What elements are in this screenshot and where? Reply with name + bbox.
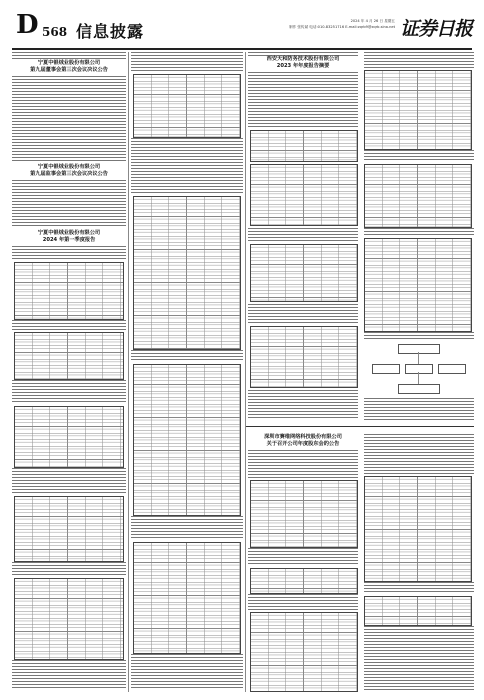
financial-table-1 [14, 262, 124, 320]
financial-table-3 [14, 406, 124, 468]
financial-table-2 [14, 332, 124, 380]
annual-table-5 [364, 70, 472, 150]
annual-table-7 [364, 238, 472, 332]
ownership-diagram [368, 344, 468, 394]
notice1-body [12, 76, 126, 162]
meeting-notice-title: 深圳市赛维网络科技股份有限公司 关于召开公司年度股东会的公告 [248, 434, 358, 448]
column-3-upper [248, 52, 474, 422]
annual-table-2 [250, 164, 358, 226]
column-1 [12, 52, 126, 692]
meeting-table-5 [364, 596, 472, 626]
meeting-table-4 [364, 476, 472, 582]
brand-logo: 证券日报 [400, 18, 473, 40]
financial-table-7 [133, 196, 241, 350]
notice2-title: 宁夏中银绒业股份有限公司 第九届监事会第三次会议决议公告 [12, 164, 126, 178]
annual-report-title: 西安天和防务技术股份有限公司 2023 年年度报告摘要 [248, 56, 358, 70]
meeting-table-1 [250, 480, 358, 548]
column-2 [131, 52, 243, 692]
annual-table-4 [250, 326, 358, 388]
date-line: 2024 年 4 月 26 日 星期五 [350, 19, 395, 23]
notice2-body [12, 180, 126, 228]
meeting-table-3 [250, 612, 358, 692]
financial-table-5 [14, 578, 124, 660]
report-title: 宁夏中银绒业股份有限公司 2024 年第一季度报告 [12, 230, 126, 244]
financial-table-9 [133, 542, 241, 654]
masthead-info [267, 18, 395, 30]
page-letter: D [16, 10, 39, 40]
page-number: 568 [42, 25, 68, 39]
notice1-title: 宁夏中银绒业股份有限公司 第九届董事会第三次会议决议公告 [12, 60, 126, 74]
financial-table-8 [133, 364, 241, 516]
column-3-lower [248, 430, 474, 692]
contact-line: 制作 张传斌 电话:010-83251716 E-mail:zqrb9@zqrb.sina.net [289, 25, 395, 29]
annual-table-3 [250, 244, 358, 302]
annual-table-6 [364, 164, 472, 228]
meeting-table-2 [250, 568, 358, 594]
annual-table-1 [250, 130, 358, 162]
masthead [12, 8, 472, 50]
section-title: 信息披露 [76, 22, 145, 41]
financial-table-6 [133, 74, 241, 138]
financial-table-4 [14, 496, 124, 562]
